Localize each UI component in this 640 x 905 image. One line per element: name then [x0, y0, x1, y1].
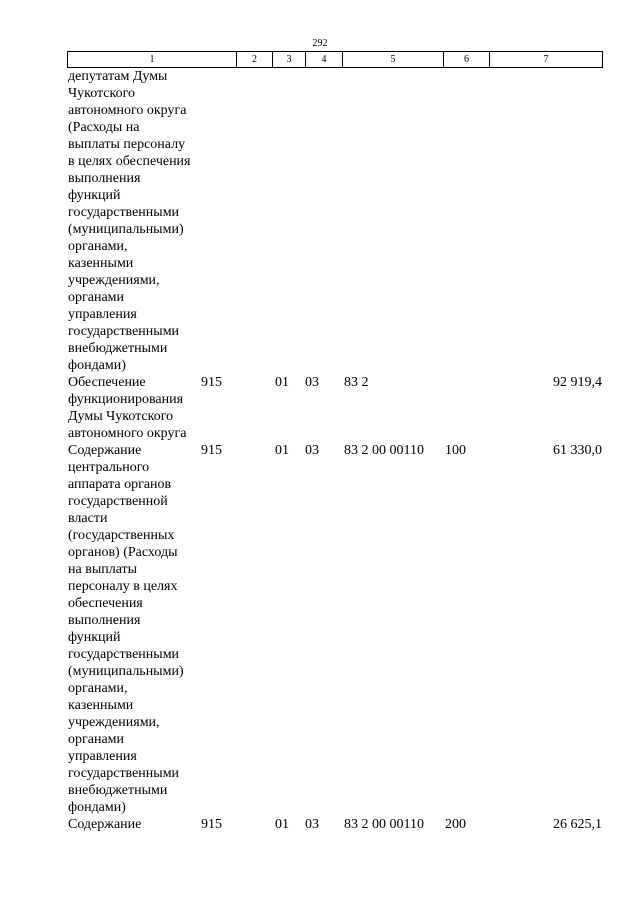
cell-name: депутатам Думы Чукотского автономного округа (Расходы на выплаты персоналу в целях обеспечения выполнения функций государственными (муниципальными) органами, казенными учреждениями, органами управления государственными внебюджетными фондами) [68, 69, 191, 373]
cell-amount: 61 330,0 [553, 443, 602, 458]
column-header-table [67, 51, 603, 68]
column-header-5: 5 [343, 52, 444, 68]
cell-subsection: 03 [305, 817, 319, 832]
cell-amount: 26 625,1 [553, 817, 602, 832]
cell-section: 01 [275, 443, 289, 458]
table-row [0, 816, 640, 833]
page-number: 292 [312, 38, 328, 49]
cell-ministry: 915 [201, 443, 222, 458]
column-header-7: 7 [490, 52, 603, 68]
column-header-2: 2 [237, 52, 273, 68]
cell-name: Содержание [68, 817, 142, 832]
cell-ministry: 915 [201, 817, 222, 832]
column-header-row [68, 52, 603, 68]
cell-section: 01 [275, 375, 289, 390]
cell-section: 01 [275, 817, 289, 832]
table-row [0, 374, 640, 442]
cell-subsection: 03 [305, 375, 319, 390]
column-header-6: 6 [444, 52, 490, 68]
cell-target: 83 2 00 00110 [344, 443, 424, 458]
cell-target: 83 2 [344, 375, 369, 390]
cell-target: 83 2 00 00110 [344, 817, 424, 832]
column-header-1: 1 [68, 52, 237, 68]
column-header-3: 3 [273, 52, 306, 68]
cell-subsection: 03 [305, 443, 319, 458]
cell-name: Обеспечение функционирования Думы Чукотского автономного округа [68, 375, 187, 441]
cell-name: Содержание центрального аппарата органов государственной власти (государственных органов) (Расходы на выплаты персоналу в целях обеспечения выполнения функций государственными (муниципальными) органами, казенными учреждениями, органами управления государственными внебюджетными фондами) [68, 443, 184, 815]
cell-ministry: 915 [201, 375, 222, 390]
table-body [0, 68, 640, 833]
table-row [0, 442, 640, 816]
cell-type: 200 [445, 817, 466, 832]
cell-type: 100 [445, 443, 466, 458]
cell-amount: 92 919,4 [553, 375, 602, 390]
table-row [0, 68, 640, 374]
column-header-4: 4 [306, 52, 343, 68]
